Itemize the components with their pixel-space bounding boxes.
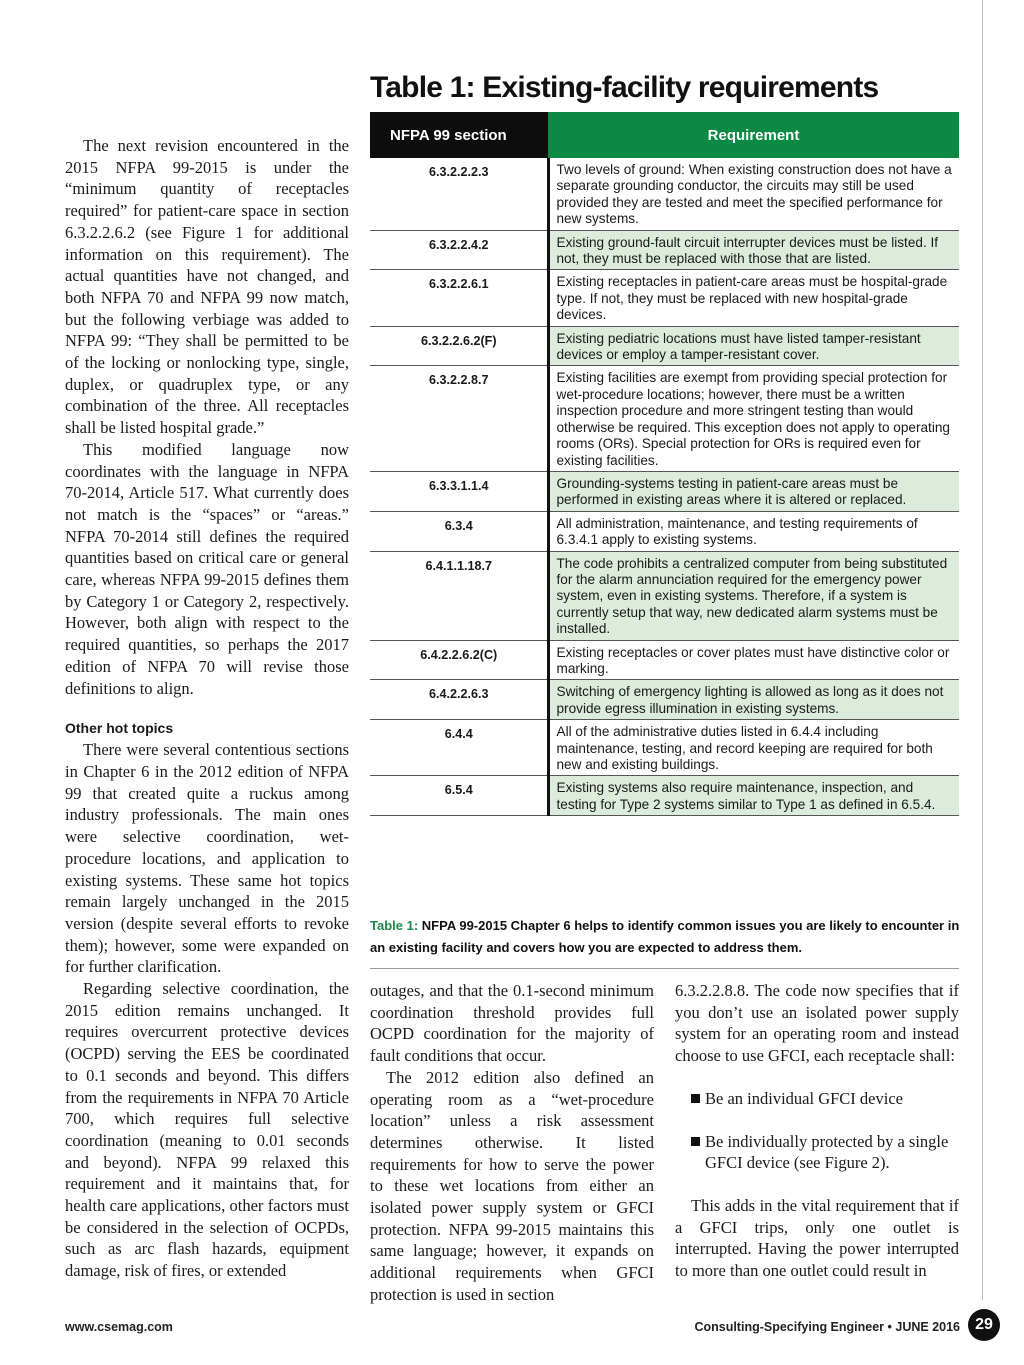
header-nfpa-section: NFPA 99 section (370, 112, 548, 158)
table-title: Table 1: Existing-facility requirements (370, 71, 879, 104)
table-row (370, 511, 959, 551)
caption-text: NFPA 99-2015 Chapter 6 helps to identify common issues you are likely to encounter in an existing facility and covers how you are expected to address them. (370, 918, 960, 955)
bullet-text: Be individually protected by a single GFCI device (see Figure 2). (705, 1131, 949, 1173)
table-row (370, 326, 959, 366)
section-cell: 6.5.4 (370, 776, 548, 816)
middle-text-column (370, 980, 654, 1306)
section-cell: 6.3.3.1.1.4 (370, 471, 548, 511)
page-edge-rule (982, 0, 983, 1300)
table-row (370, 366, 959, 471)
section-cell: 6.3.2.2.8.7 (370, 366, 548, 471)
table-row (370, 230, 959, 270)
section-cell: 6.3.4 (370, 511, 548, 551)
header-requirement: Requirement (548, 112, 959, 158)
table-header-row (370, 112, 959, 158)
table-row (370, 776, 959, 816)
right-text-column (675, 980, 959, 1282)
section-cell: 6.4.2.2.6.2(C) (370, 640, 548, 680)
table-caption (370, 915, 960, 959)
left-paragraph-3: There were several contentious sections in Chapter 6 in the 2012 edition of NFPA 99 that created quite a ruckus among industry professionals. The main ones were selective coordination, wet-procedure locations, and application to existing systems. These same hot topics remain largely unchanged in the 2015 version (despite several efforts to revoke them); however, some were expanded on for further clarification. (65, 740, 349, 977)
requirement-cell: Existing ground-fault circuit interrupter devices must be listed. If not, they must be replaced with those that are listed. (548, 230, 959, 270)
right-paragraph-1: 6.3.2.2.8.8. The code now specifies that if you don’t use an isolated power supply system for an operating room and instead choose to use GFCI, each receptacle shall: (675, 981, 959, 1066)
section-cell: 6.3.2.2.6.1 (370, 270, 548, 326)
footer-publication: Consulting-Specifying Engineer • JUNE 2016 (694, 1320, 960, 1334)
requirement-cell: Grounding-systems testing in patient-care areas must be performed in existing areas where it is altered or replaced. (548, 471, 959, 511)
middle-paragraph-1: outages, and that the 0.1-second minimum coordination threshold provides full OCPD coordination for the majority of fault conditions that occur. (370, 981, 654, 1066)
left-text-column (65, 135, 349, 1282)
square-bullet-icon (691, 1137, 700, 1146)
table-row (370, 640, 959, 680)
left-paragraph-1: The next revision encountered in the 2015 NFPA 99-2015 is under the “minimum quantity of receptacles required” for patient-care space in section 6.3.2.2.6.2 (see Figure 1 for additional information on this requirement). The actual quantities have not changed, and both NFPA 70 and NFPA 99 now match, but the following verbiage was added to NFPA 99: “They shall be permitted to be of the locking or nonlocking type, single, duplex, or quadruplex type, or any combination of the three. All receptacles shall be listed hospital grade.” (65, 136, 349, 438)
table-row (370, 158, 959, 230)
table-row (370, 471, 959, 511)
section-heading-other-hot-topics: Other hot topics (65, 720, 174, 737)
table-row (370, 551, 959, 640)
section-cell: 6.4.4 (370, 720, 548, 776)
section-cell: 6.4.1.1.18.7 (370, 551, 548, 640)
requirement-cell: Existing pediatric locations must have listed tamper-resistant devices or employ a tamper-resistant cover. (548, 326, 959, 366)
section-cell: 6.4.2.2.6.3 (370, 680, 548, 720)
requirements-table (370, 112, 959, 816)
section-cell: 6.3.2.2.4.2 (370, 230, 548, 270)
requirement-cell: All administration, maintenance, and testing requirements of 6.3.4.1 apply to existing systems. (548, 511, 959, 551)
requirement-cell: The code prohibits a centralized computer from being substituted for the alarm annunciation required for the emergency power system, even in existing systems. Therefore, if a system is currently setup that way, new dedicated alarm systems must be installed. (548, 551, 959, 640)
requirement-cell: Switching of emergency lighting is allowed as long as it does not provide egress illumination in existing systems. (548, 680, 959, 720)
middle-paragraph-2: The 2012 edition also defined an operating room as a “wet-procedure location” unless a risk assessment determines otherwise. It listed requirements for how to serve the power to these wet locations from either an isolated power supply system or GFCI protection. NFPA 99-2015 maintains this same language; however, it expands on additional requirements when GFCI protection is used in section (370, 1067, 654, 1304)
table-row (370, 270, 959, 326)
table-row (370, 680, 959, 720)
caption-label: Table 1: (370, 918, 419, 933)
requirement-cell: Existing receptacles in patient-care areas must be hospital-grade type. If not, they must be replaced with new hospital-grade devices. (548, 270, 959, 326)
section-cell: 6.3.2.2.2.3 (370, 158, 548, 230)
page-number-badge: 29 (968, 1309, 1000, 1341)
section-cell: 6.3.2.2.6.2(F) (370, 326, 548, 366)
table-row (370, 720, 959, 776)
left-paragraph-2: This modified language now coordinates with the language in NFPA 70-2014, Article 517. What currently does not match is the “spaces” or “areas.” NFPA 70-2014 still defines the required quantities based on critical care or general care, whereas NFPA 99-2015 defines them by Category 1 or Category 2, respectively. However, both align with respect to the required quantities, so perhaps the 2017 edition of NFPA 70 will revise those definitions to align. (65, 439, 349, 698)
requirement-cell: Existing facilities are exempt from providing special protection for wet-procedure locations; however, there must be a written inspection procedure and more stringent testing than would otherwise be required. This exception does not apply to operating rooms (ORs). Special protection for ORs is required even for existing facilities. (548, 366, 959, 471)
requirement-cell: Existing systems also require maintenance, inspection, and testing for Type 2 systems similar to Type 1 as defined in 6.5.4. (548, 776, 959, 816)
list-item (675, 1088, 959, 1110)
gfci-bullet-list (675, 1088, 959, 1174)
requirement-cell: Two levels of ground: When existing construction does not have a separate grounding conductor, the circuits may still be used provided they are tested and meet the specified performance for new systems. (548, 158, 959, 230)
footer-website: www.csemag.com (65, 1320, 173, 1334)
bullet-text: Be an individual GFCI device (705, 1088, 903, 1108)
requirement-cell: All of the administrative duties listed in 6.4.4 including maintenance, testing, and record keeping are required for both new and existing buildings. (548, 720, 959, 776)
square-bullet-icon (691, 1094, 700, 1103)
left-paragraph-4: Regarding selective coordination, the 2015 edition remains unchanged. It requires overcurrent protective devices (OCPD) serving the EES be coordinated to 0.1 seconds and beyond. This differs from the requirements in NFPA 70 Article 700, which requires full selective coordination (meaning to 0.01 seconds and beyond). NFPA 99 relaxed this requirement and it maintains that, for health care applications, other factors must be considered in the selection of OCPDs, such as arc flash hazards, equipment damage, risk of fires, or extended (65, 979, 349, 1281)
list-item (675, 1131, 959, 1174)
right-paragraph-2: This adds in the vital requirement that if a GFCI trips, only one outlet is interrupted. Having the power interrupted to more than one outlet could result in (675, 1195, 959, 1281)
caption-divider (370, 968, 959, 969)
requirement-cell: Existing receptacles or cover plates must have distinctive color or marking. (548, 640, 959, 680)
